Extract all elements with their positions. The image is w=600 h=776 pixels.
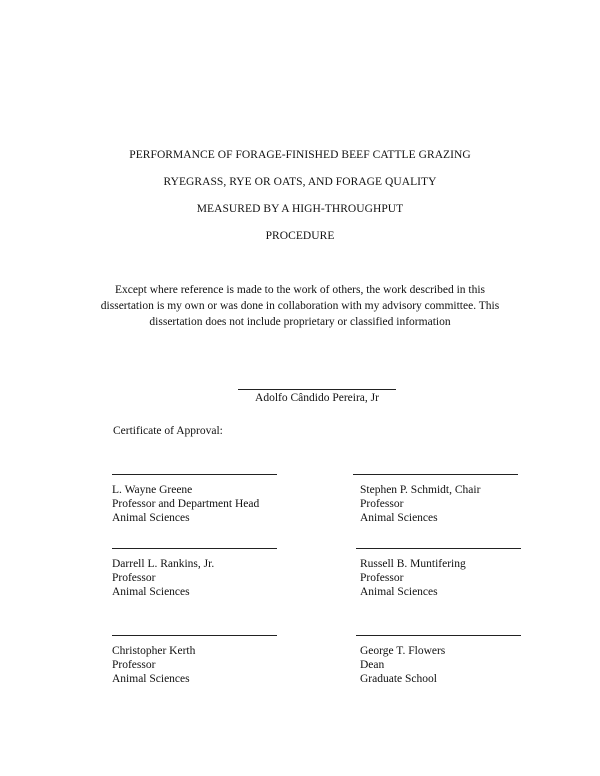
signature-line <box>356 635 521 636</box>
title-line-2: RYEGRASS, RYE OR OATS, AND FORAGE QUALITY <box>163 176 437 188</box>
signatory-title: Professor <box>112 659 156 671</box>
signature-block-greene <box>112 474 282 525</box>
signatory-department: Animal Sciences <box>112 586 190 598</box>
signatory-department: Animal Sciences <box>360 512 438 524</box>
signatory-title: Professor and Department Head <box>112 498 260 510</box>
author-signature-line <box>238 389 396 390</box>
signatory-name: Russell B. Muntifering <box>360 558 466 570</box>
title-line-3: MEASURED BY A HIGH-THROUGHPUT <box>196 203 404 215</box>
signature-line <box>353 474 518 475</box>
signature-block-kerth <box>112 635 282 686</box>
signatory-department: Animal Sciences <box>112 512 190 524</box>
signatory-name: Christopher Kerth <box>112 645 196 657</box>
signatory-department: Animal Sciences <box>112 673 190 685</box>
signature-line <box>112 474 277 475</box>
title-line-4: PROCEDURE <box>265 230 335 242</box>
signature-block-rankins <box>112 548 282 599</box>
signatory-department: Graduate School <box>360 673 437 685</box>
signatory-title: Professor <box>360 572 404 584</box>
title-line-1: PERFORMANCE OF FORAGE-FINISHED BEEF CATTLE GRAZING <box>129 149 471 161</box>
signatory-title: Professor <box>112 572 156 584</box>
signatory-name: George T. Flowers <box>360 645 446 657</box>
signatory-title: Dean <box>360 659 385 671</box>
signature-block-schmidt <box>353 474 523 525</box>
signature-block-muntifering <box>356 548 526 599</box>
certificate-of-approval-label: Certificate of Approval: <box>113 425 223 437</box>
signature-line <box>112 548 277 549</box>
signatory-title: Professor <box>360 498 404 510</box>
signature-line <box>112 635 277 636</box>
signatory-name: L. Wayne Greene <box>112 484 193 496</box>
signatory-name: Stephen P. Schmidt, Chair <box>360 484 481 496</box>
signatory-name: Darrell L. Rankins, Jr. <box>112 558 215 570</box>
signature-block-flowers <box>356 635 526 686</box>
signature-line <box>356 548 521 549</box>
signatory-department: Animal Sciences <box>360 586 438 598</box>
author-name: Adolfo Cândido Pereira, Jr <box>255 392 379 404</box>
originality-statement: Except where reference is made to the work of others, the work described in this dissertation is my own or was done in collaboration with my advisory committee. This dissertation does not include proprietary or classified information <box>100 284 500 328</box>
